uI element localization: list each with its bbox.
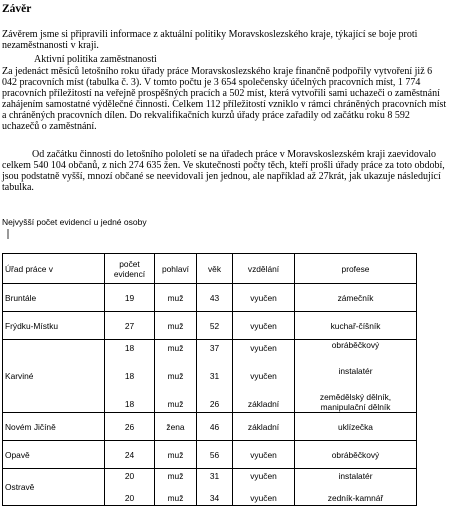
cell-office: Opavě (3, 441, 105, 469)
education-value: základní (247, 399, 280, 409)
cell-profession: kuchař-číšník (295, 312, 417, 340)
registration-paragraph: Od začátku činnosti do letošního pololetí se na úřadech práce v Moravskoslezském kraji zaevidovalo celkem 540 104 občanů, z nich 274 635 žen. Ve skutečnosti počty těch, kteří prošli úřady práce za toto období, jsou podstatně vyšší, mnozí občané se neevidovali jen jednou, ale například až 27krát, jak ukazuje následující tabulka. (2, 149, 445, 193)
table-row (3, 441, 417, 469)
profession-value: instalatér (338, 366, 373, 376)
header-gender: pohlaví (155, 254, 197, 284)
age-value: 31 (209, 371, 220, 381)
header-education: vzdělání (233, 254, 295, 284)
registrations-table (2, 253, 417, 506)
cell-gender: muž (155, 312, 197, 340)
count-value: 20 (124, 471, 135, 481)
cell-gender: žena (155, 413, 197, 441)
cell-gender: muž (155, 441, 197, 469)
cell-office: Bruntále (3, 284, 105, 312)
cell-profession (295, 340, 417, 413)
education-value: vyučen (250, 343, 277, 353)
cell-gender: muž (155, 284, 197, 312)
count-value: 18 (124, 371, 135, 381)
cell-education: vyučen (233, 441, 295, 469)
cell-gender (155, 469, 197, 506)
table-row (3, 312, 417, 340)
gender-value: muž (167, 343, 184, 353)
cell-age: 56 (197, 441, 233, 469)
cell-age: 52 (197, 312, 233, 340)
cell-count: 19 (105, 284, 155, 312)
cell-age: 43 (197, 284, 233, 312)
count-value: 18 (124, 399, 135, 409)
cell-age (197, 469, 233, 506)
subheading: Aktivní politika zaměstnanosti (34, 54, 157, 65)
cell-count (105, 469, 155, 506)
cell-education: vyučen (233, 312, 295, 340)
table-caption: Nejvyšší počet evidencí u jedné osoby (2, 217, 147, 227)
profession-value: obráběčkový (331, 340, 380, 350)
profession-value: manipulační dělník (320, 402, 391, 412)
cell-education (233, 469, 295, 506)
table-row (3, 340, 417, 413)
table-row (3, 413, 417, 441)
header-count: počet evidencí (105, 254, 155, 284)
gender-value: muž (167, 371, 184, 381)
heading: Závěr (2, 3, 32, 15)
gender-value: muž (167, 493, 184, 503)
cell-count: 26 (105, 413, 155, 441)
gender-value: muž (167, 399, 184, 409)
cell-count: 27 (105, 312, 155, 340)
header-profession: profese (295, 254, 417, 284)
cell-office: Frýdku-Místku (3, 312, 105, 340)
cell-profession: uklízečka (295, 413, 417, 441)
cell-profession: zámečník (295, 284, 417, 312)
cell-age (197, 340, 233, 413)
cell-education: základní (233, 413, 295, 441)
intro-paragraph: Závěrem jsme si připravili informace z aktuální politiky Moravskoslezského kraje, týkající se boje proti nezaměstnanosti v kraji. (2, 29, 418, 51)
count-value: 20 (124, 493, 135, 503)
education-value: vyučen (250, 493, 277, 503)
cell-office: Novém Jičíně (3, 413, 105, 441)
cell-office: Karviné (3, 340, 105, 413)
cell-profession: obráběčkový (295, 441, 417, 469)
cell-education (233, 340, 295, 413)
header-age: věk (197, 254, 233, 284)
profession-value: zedník-kamnář (327, 493, 384, 503)
cell-education: vyučen (233, 284, 295, 312)
policy-paragraph: Za jedenáct měsíců letošního roku úřady práce Moravskoslezského kraje finančně podpořily vytvoření již 6 042 pracovních míst (tabulka č. 3). V tomto počtu je 3 654 společensky účelných pracovních míst, 1 774 pracovních příležitostí na veřejně prospěšných pracích a 502 míst, která vytvořili sami uchazeči o zaměstnání zahájením samostatné výdělečné činnosti. Celkem 112 příležitostí vzniklo v rámci chráněných pracovních míst a chráněných pracovních dílen. Do rekvalifikačních kurzů úřady práce zařadily od začátku roku 8 592 uchazečů o zaměstnání. (2, 66, 447, 132)
count-value: 18 (124, 343, 135, 353)
gender-value: muž (167, 471, 184, 481)
cell-count: 24 (105, 441, 155, 469)
cell-profession (295, 469, 417, 506)
table-row (3, 284, 417, 312)
table-row (3, 469, 417, 506)
age-value: 26 (209, 399, 220, 409)
cell-age: 46 (197, 413, 233, 441)
profession-value: zemědělský dělník, (319, 392, 392, 402)
age-value: 34 (209, 493, 220, 503)
profession-value: instalatér (338, 471, 373, 481)
cell-gender (155, 340, 197, 413)
text-cursor (7, 229, 9, 239)
education-value: vyučen (250, 471, 277, 481)
table-header-row (3, 254, 417, 284)
education-value: vyučen (250, 371, 277, 381)
age-value: 37 (209, 343, 220, 353)
age-value: 31 (209, 471, 220, 481)
header-office: Úřad práce v (3, 254, 105, 284)
cell-count (105, 340, 155, 413)
cell-office: Ostravě (3, 469, 105, 506)
